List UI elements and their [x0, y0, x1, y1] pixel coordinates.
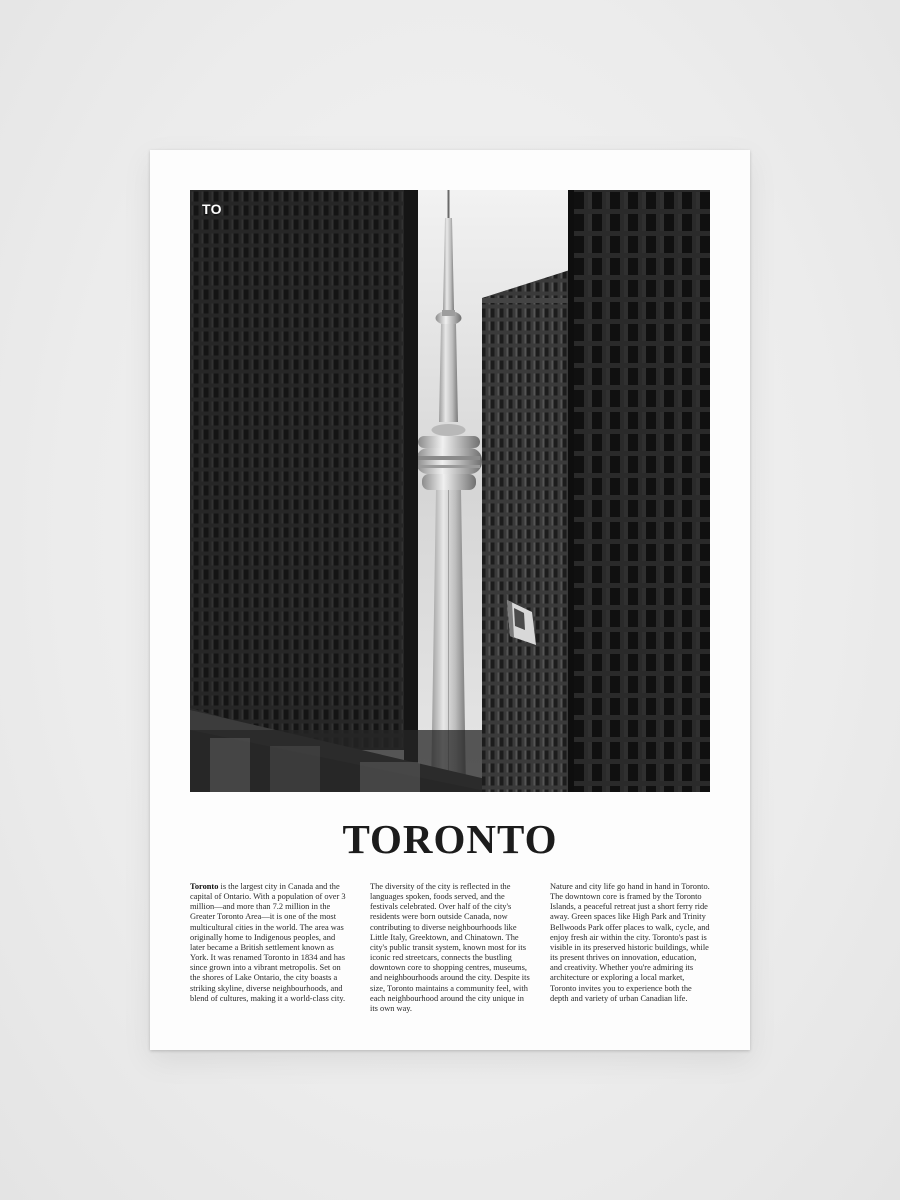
column-lead-word: Toronto — [190, 882, 219, 891]
city-code-badge: TO — [202, 201, 222, 217]
poster — [150, 150, 750, 1050]
text-column-1 — [190, 882, 350, 1014]
toronto-skyline-photo — [190, 190, 710, 792]
text-column-2 — [370, 882, 530, 1014]
column-text: Nature and city life go hand in hand in Toronto. The downtown core is framed by the Toronto Islands, a peaceful retreat just a short ferry ride away. Green spaces like High Park and Trinity Bellwoods Park offer places to walk, cycle, and enjoy fresh air within the city. Toronto's past is visible in its preserved historic buildings, while its present thrives on innovation, education, and creativity. Whether you're admiring its architecture or exploring a local market, Toronto invites you to experience both the depth and variety of urban Canadian life. — [550, 882, 710, 1003]
right-building — [568, 190, 710, 792]
skyline-illustration — [190, 190, 710, 792]
poster-title: TORONTO — [342, 816, 558, 862]
text-column-3 — [550, 882, 710, 1014]
column-text: is the largest city in Canada and the capital of Ontario. With a population of over 3 million—and more than 7.2 million in the Greater Toronto Area—it is one of the most multicultural cities in the world. The area was originally home to Indigenous peoples, and later became a British settlement known as York. It was renamed Toronto in 1834 and has since grown into a vibrant metropolis. Set on the shores of Lake Ontario, the city boasts a striking skyline, diverse neighbourhoods, and blend of cultures, making it a world-class city. — [190, 882, 346, 1003]
middle-building — [482, 268, 576, 792]
column-text: The diversity of the city is reflected in the languages spoken, foods served, and the festivals celebrated. Over half of the city's residents were born outside Canada, now contributing to diverse neighbourhoods like Little Italy, Greektown, and Chinatown. The city's public transit system, known most for its iconic red streetcars, connects the bustling downtown core to shopping centres, museums, and neighbourhoods around the city. Despite its size, Toronto maintains a community feel, with each neighbourhood around the city unique in its own way. — [370, 882, 530, 1013]
text-columns — [190, 882, 710, 1014]
